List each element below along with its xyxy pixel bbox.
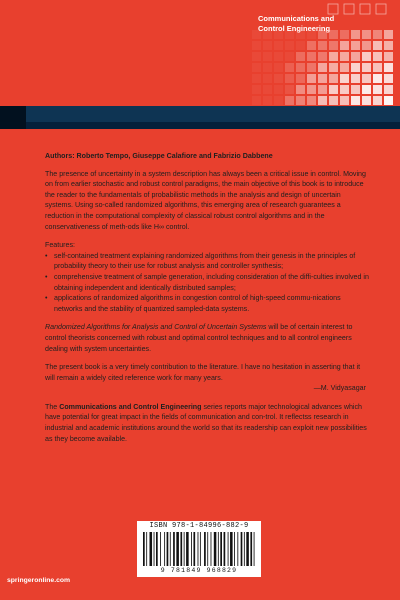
grid-square (362, 85, 371, 94)
grid-square (351, 74, 360, 83)
grid-square (362, 63, 371, 72)
series-blurb-pre: The (45, 402, 60, 411)
interest-text: will be of certain interest to control theorists concerned with robust and optimal control techniques and to all control engineers dealing with system uncertainties. (45, 323, 353, 353)
barcode-bar (167, 532, 169, 566)
feature-item: • self-contained treatment explaining randomized algorithms from their genesis in the principles of probability theory to their use for robust analysis and controller synthesis; (45, 251, 370, 272)
grid-square (285, 52, 294, 61)
grid-square (296, 74, 305, 83)
series-title-line2: Control Engineering (258, 24, 331, 33)
grid-square (307, 63, 316, 72)
grid-square (362, 52, 371, 61)
barcode-bar (228, 532, 229, 566)
dark-band-corner (0, 106, 26, 129)
grid-outline-square (344, 4, 354, 14)
grid-square (274, 41, 283, 50)
barcode-bar (241, 532, 243, 566)
barcode-bar (214, 532, 217, 566)
grid-square (296, 41, 305, 50)
grid-square (384, 41, 393, 50)
barcode-bar (150, 532, 153, 566)
grid-square (362, 96, 371, 105)
grid-square (274, 74, 283, 83)
grid-square (340, 96, 349, 105)
grid-square (263, 74, 272, 83)
grid-square (263, 63, 272, 72)
grid-square (274, 63, 283, 72)
grid-square (307, 74, 316, 83)
grid-square (296, 96, 305, 105)
barcode-bar (164, 532, 165, 566)
grid-square (373, 41, 382, 50)
series-blurb (45, 402, 370, 444)
grid-square (362, 41, 371, 50)
barcode-bar (237, 532, 238, 566)
grid-square (362, 74, 371, 83)
barcode-box (137, 521, 261, 577)
grid-square (285, 41, 294, 50)
barcode-bar (176, 532, 179, 566)
grid-square (351, 41, 360, 50)
grid-square (252, 85, 261, 94)
grid-square (318, 41, 327, 50)
grid-square (307, 96, 316, 105)
grid-square (384, 63, 393, 72)
grid-square (252, 74, 261, 83)
authors: Authors: Roberto Tempo, Giuseppe Calafiore and Fabrizio Dabbene (45, 152, 273, 160)
barcode-bar (173, 532, 175, 566)
grid-square (252, 52, 261, 61)
grid-square (329, 96, 338, 105)
barcode-digits: 9 781849 968829 (160, 567, 238, 574)
grid-square (373, 63, 382, 72)
barcode-bar (250, 532, 252, 566)
grid-square (373, 52, 382, 61)
grid-square (285, 74, 294, 83)
barcode-bar (234, 532, 235, 566)
grid-square (351, 96, 360, 105)
barcode-bar (218, 532, 219, 566)
intro-paragraph: The presence of uncertainty in a system description has always been a critical issue in control. Moving on from earlier stochastic and robust control paradigms, the main objective of this book is to introduce the reader to the fundamentals of probabilistic methods in the analysis and design of uncertain systems. Using so-called randomized algorithms, this emerging area of research guarantees a reduction in the computational complexity of classical robust control algorithms and in the conservativeness of meth-ods like H∞ control. (45, 169, 366, 231)
grid-square (340, 74, 349, 83)
grid-square (351, 52, 360, 61)
grid-square (340, 52, 349, 61)
barcode-bar (146, 532, 147, 566)
grid-outline-square (376, 4, 386, 14)
grid-square (307, 85, 316, 94)
grid-square (384, 74, 393, 83)
barcode-bar (230, 532, 233, 566)
grid-square (340, 63, 349, 72)
barcode-bar (220, 532, 222, 566)
grid-square (351, 85, 360, 94)
grid-square (307, 41, 316, 50)
grid-square (285, 63, 294, 72)
grid-square (252, 41, 261, 50)
quote-paragraph: The present book is a very timely contribution to the literature. I have no hesitation in asserting that it will remain a widely cited reference work for many years. (45, 363, 361, 382)
grid-square (384, 52, 393, 61)
grid-square (340, 41, 349, 50)
barcode-bar (254, 532, 255, 566)
barcode-bar (244, 532, 245, 566)
grid-square (296, 85, 305, 94)
isbn-label: ISBN 978-1-84996-882-9 (149, 522, 249, 530)
features-list (45, 251, 370, 315)
series-name: Communications and Control Engineering (59, 402, 202, 411)
grid-square (318, 63, 327, 72)
barcode-bar (180, 532, 182, 566)
barcode-bar (160, 532, 161, 566)
grid-square (285, 85, 294, 94)
interest-paragraph (45, 322, 370, 354)
quote-signature: —M. Vidyasagar (313, 384, 366, 393)
grid-square (384, 85, 393, 94)
grid-square (351, 63, 360, 72)
feature-item: • applications of randomized algorithms in congestion control of high-speed commu-nications networks and the stability of quantized sampled-data systems. (45, 293, 370, 314)
barcode-bar (204, 532, 206, 566)
grid-square (329, 74, 338, 83)
barcode-bar (170, 532, 171, 566)
barcode-bar (186, 532, 189, 566)
grid-square (263, 52, 272, 61)
barcode-bar (193, 532, 195, 566)
series-title-line1: Communications and (258, 14, 335, 23)
barcode-bar (198, 532, 199, 566)
barcode-bar (246, 532, 249, 566)
barcode-bar (156, 532, 158, 566)
grid-square (373, 74, 382, 83)
grid-square (318, 52, 327, 61)
dark-band-shade (26, 106, 400, 122)
barcode-bar (143, 532, 145, 566)
grid-square (263, 96, 272, 105)
grid-square (263, 85, 272, 94)
barcode-bar (224, 532, 226, 566)
grid-square (296, 63, 305, 72)
grid-square (274, 96, 283, 105)
barcode-bars (143, 532, 255, 566)
features-heading: Features: (45, 241, 75, 250)
grid-square (329, 52, 338, 61)
grid-square (274, 85, 283, 94)
grid-square (384, 96, 393, 105)
grid-square (340, 85, 349, 94)
series-blurb-post: series reports major technological advances which have potential for great impact in the fields of communication and con-trol. It reflectss research in industrial and academic institutions around the world so that its readership can exploit new possibilities as they become available. (45, 402, 367, 443)
grid-square (274, 52, 283, 61)
grid-square (318, 85, 327, 94)
grid-square (373, 96, 382, 105)
barcode-bar (200, 532, 201, 566)
grid-square (252, 96, 261, 105)
grid-square (318, 74, 327, 83)
grid-square (296, 52, 305, 61)
barcode-bar (211, 532, 212, 566)
grid-outline-square (328, 4, 338, 14)
grid-square (373, 85, 382, 94)
barcode-bar (191, 532, 192, 566)
grid-square (329, 41, 338, 50)
publisher-url: springeronline.com (7, 577, 71, 584)
grid-square (285, 96, 294, 105)
series-title (258, 14, 388, 34)
barcode-bar (207, 532, 208, 566)
grid-square (263, 41, 272, 50)
grid-square (318, 96, 327, 105)
back-cover-text (45, 151, 370, 444)
book-title: Randomized Algorithms for Analysis and Control of Uncertain Systems (45, 323, 267, 332)
grid-square (329, 63, 338, 72)
grid-square (307, 52, 316, 61)
grid-square (329, 85, 338, 94)
grid-outline-square (360, 4, 370, 14)
grid-square (252, 63, 261, 72)
barcode-bar (184, 532, 185, 566)
barcode-bar (154, 532, 155, 566)
feature-item: • comprehensive treatment of sample generation, including consideration of the diffi-culties involved in obtaining independent and identically distributed samples; (45, 272, 370, 293)
